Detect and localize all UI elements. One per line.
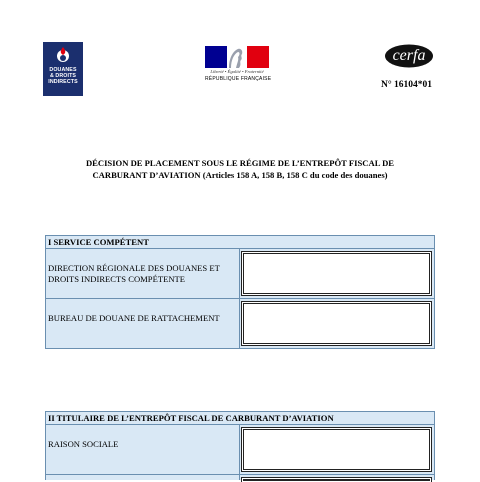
section-service-competent-header: I SERVICE COMPÉTENT (45, 235, 435, 249)
rf-motto: Liberté • Égalité • Fraternité (210, 69, 264, 74)
douanes-emblem-icon (53, 45, 73, 65)
raison-sociale-label: RAISON SOCIALE (48, 439, 119, 449)
form-number: N° 16104*01 (381, 80, 433, 90)
title-line-1: DÉCISION DE PLACEMENT SOUS LE RÉGIME DE L’ENTREPÔT FISCAL DE (85, 158, 395, 168)
bureau-douane-label: BUREAU DE DOUANE DE RATTACHEMENT (48, 313, 220, 323)
column-divider (239, 475, 240, 480)
marianne-flag-icon (205, 46, 269, 68)
douanes-logo-line: INDIRECTS (48, 79, 78, 85)
column-divider (239, 249, 240, 298)
field-row-bureau-douane (45, 299, 435, 349)
rf-name: RÉPUBLIQUE FRANÇAISE (205, 76, 272, 82)
field-row-direction-regionale (45, 249, 435, 299)
raison-sociale-input[interactable] (241, 427, 432, 472)
direction-regionale-label: DIRECTION RÉGIONALE DES DOUANES ET DROITS INDIRECTS COMPÉTENTE (48, 263, 220, 284)
title-line-2: CARBURANT D’AVIATION (Articles 158 A, 158 B, 158 C du code des douanes) (92, 170, 388, 180)
douanes-logo-line: & DROITS (49, 73, 77, 79)
field-row-next (45, 475, 435, 480)
douanes-logo (43, 42, 83, 96)
section-titulaire-header: II TITULAIRE DE L’ENTREPÔT FISCAL DE CARBURANT D’AVIATION (45, 411, 435, 425)
cerfa-logo (384, 44, 434, 68)
column-divider (239, 425, 240, 474)
republique-francaise-logo (205, 46, 272, 88)
field-row-raison-sociale (45, 425, 435, 475)
document-title (40, 157, 440, 181)
cerfa-logo-text: cerfa (392, 47, 426, 64)
douanes-logo-line: DOUANES (49, 67, 77, 73)
direction-regionale-input[interactable] (241, 251, 432, 296)
bureau-douane-input[interactable] (241, 301, 432, 346)
column-divider (239, 299, 240, 348)
